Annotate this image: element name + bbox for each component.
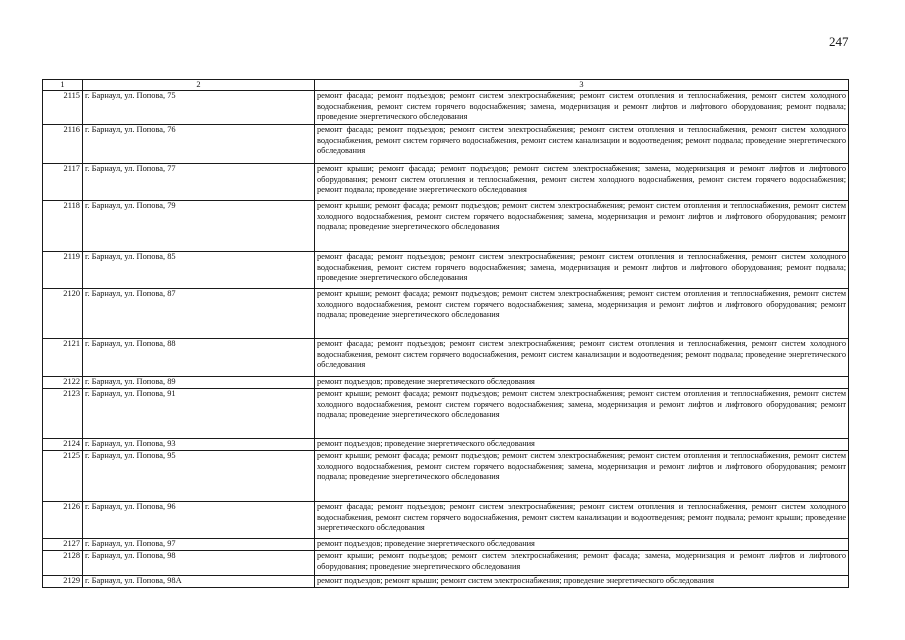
row-address: г. Барнаул, ул. Попова, 79 [83,201,315,252]
table-row [43,289,849,339]
row-number: 2124 [43,439,83,451]
table-row [43,125,849,164]
table-row [43,539,849,551]
row-address: г. Барнаул, ул. Попова, 93 [83,439,315,451]
row-number: 2125 [43,451,83,502]
row-address: г. Барнаул, ул. Попова, 76 [83,125,315,164]
column-header: 1 [43,80,83,91]
row-address: г. Барнаул, ул. Попова, 75 [83,91,315,125]
row-works: ремонт подъездов; ремонт крыши; ремонт систем электроснабжения; проведение энергетического обследования [315,576,849,588]
row-address: г. Барнаул, ул. Попова, 91 [83,389,315,439]
row-works: ремонт крыши; ремонт фасада; ремонт подъездов; ремонт систем электроснабжения; ремонт систем отопления и теплоснабжения, ремонт систем холодного водоснабжения, ремонт систем горячего водоснабжения; замена, модернизация и ремонт лифтов и лифтового оборудования; ремонт подвала; проведение энергетического обследования [315,289,849,339]
row-number: 2121 [43,339,83,377]
table-row [43,252,849,289]
table-row [43,551,849,576]
table-row [43,389,849,439]
row-works: ремонт крыши; ремонт подъездов; ремонт систем электроснабжения; ремонт фасада; замена, модернизация и ремонт лифтов и лифтового оборудования; проведение энергетического обследования [315,551,849,576]
table-row [43,576,849,588]
table-row [43,91,849,125]
table-header-row [43,80,849,91]
row-address: г. Барнаул, ул. Попова, 98 [83,551,315,576]
row-works: ремонт подъездов; проведение энергетического обследования [315,439,849,451]
row-works: ремонт подъездов; проведение энергетического обследования [315,377,849,389]
row-number: 2117 [43,164,83,201]
row-number: 2119 [43,252,83,289]
row-works: ремонт крыши; ремонт фасада; ремонт подъездов; ремонт систем электроснабжения; ремонт систем отопления и теплоснабжения, ремонт систем холодного водоснабжения, ремонт систем горячего водоснабжения; замена, модернизация и ремонт лифтов и лифтового оборудования; ремонт подвала; проведение энергетического обследования [315,389,849,439]
row-address: г. Барнаул, ул. Попова, 95 [83,451,315,502]
row-address: г. Барнаул, ул. Попова, 87 [83,289,315,339]
row-number: 2127 [43,539,83,551]
table-row [43,502,849,539]
table-row [43,201,849,252]
row-number: 2118 [43,201,83,252]
row-number: 2122 [43,377,83,389]
row-address: г. Барнаул, ул. Попова, 77 [83,164,315,201]
row-number: 2126 [43,502,83,539]
row-works: ремонт крыши; ремонт фасада; ремонт подъездов; ремонт систем электроснабжения; замена, модернизация и ремонт лифтов и лифтового оборудования; ремонт систем отопления и теплоснабжения, ремонт систем холодного водоснабжения, ремонт систем горячего водоснабжения; ремонт подвала; проведение энергетического обследования [315,164,849,201]
row-works: ремонт фасада; ремонт подъездов; ремонт систем электроснабжения; ремонт систем отопления и теплоснабжения, ремонт систем холодного водоснабжения, ремонт систем горячего водоснабжения; замена, модернизация и ремонт лифтов и лифтового оборудования; ремонт подвала; проведение энергетического обследования [315,252,849,289]
table-row [43,339,849,377]
registry-table [42,79,849,588]
row-address: г. Барнаул, ул. Попова, 88 [83,339,315,377]
row-address: г. Барнаул, ул. Попова, 98А [83,576,315,588]
column-header: 3 [315,80,849,91]
row-address: г. Барнаул, ул. Попова, 97 [83,539,315,551]
row-works: ремонт фасада; ремонт подъездов; ремонт систем электроснабжения; ремонт систем отопления и теплоснабжения, ремонт систем холодного водоснабжения, ремонт систем горячего водоснабжения, ремонт систем канализации и водоотведения; ремонт подвала; проведение энергетического обследования [315,125,849,164]
row-address: г. Барнаул, ул. Попова, 85 [83,252,315,289]
row-number: 2128 [43,551,83,576]
row-works: ремонт фасада; ремонт подъездов; ремонт систем электроснабжения; ремонт систем отопления и теплоснабжения, ремонт систем холодного водоснабжения, ремонт систем горячего водоснабжения, ремонт систем канализации и водоотведения; ремонт подвала; ремонт крыши; проведение энергетического обследования [315,502,849,539]
row-works: ремонт фасада; ремонт подъездов; ремонт систем электроснабжения; ремонт систем отопления и теплоснабжения, ремонт систем холодного водоснабжения, ремонт систем горячего водоснабжения, ремонт систем канализации и водоотведения; ремонт подвала; проведение энергетического обследования [315,339,849,377]
table-row [43,439,849,451]
table-row [43,451,849,502]
row-number: 2120 [43,289,83,339]
row-number: 2115 [43,91,83,125]
table-row [43,164,849,201]
row-works: ремонт крыши; ремонт фасада; ремонт подъездов; ремонт систем электроснабжения; ремонт систем отопления и теплоснабжения, ремонт систем холодного водоснабжения, ремонт систем горячего водоснабжения; замена, модернизация и ремонт лифтов и лифтового оборудования; ремонт подвала; проведение энергетического обследования [315,201,849,252]
table-row [43,377,849,389]
row-number: 2116 [43,125,83,164]
row-address: г. Барнаул, ул. Попова, 96 [83,502,315,539]
row-number: 2123 [43,389,83,439]
page-number: 247 [829,34,849,49]
column-header: 2 [83,80,315,91]
row-works: ремонт фасада; ремонт подъездов; ремонт систем электроснабжения; ремонт систем отопления и теплоснабжения, ремонт систем холодного водоснабжения, ремонт систем горячего водоснабжения; замена, модернизация и ремонт лифтов и лифтового оборудования; ремонт подвала; проведение энергетического обследования [315,91,849,125]
row-number: 2129 [43,576,83,588]
row-works: ремонт подъездов; проведение энергетического обследования [315,539,849,551]
row-address: г. Барнаул, ул. Попова, 89 [83,377,315,389]
row-works: ремонт крыши; ремонт фасада; ремонт подъездов; ремонт систем электроснабжения; ремонт систем отопления и теплоснабжения, ремонт систем холодного водоснабжения, ремонт систем горячего водоснабжения; замена, модернизация и ремонт лифтов и лифтового оборудования; ремонт подвала; проведение энергетического обследования [315,451,849,502]
